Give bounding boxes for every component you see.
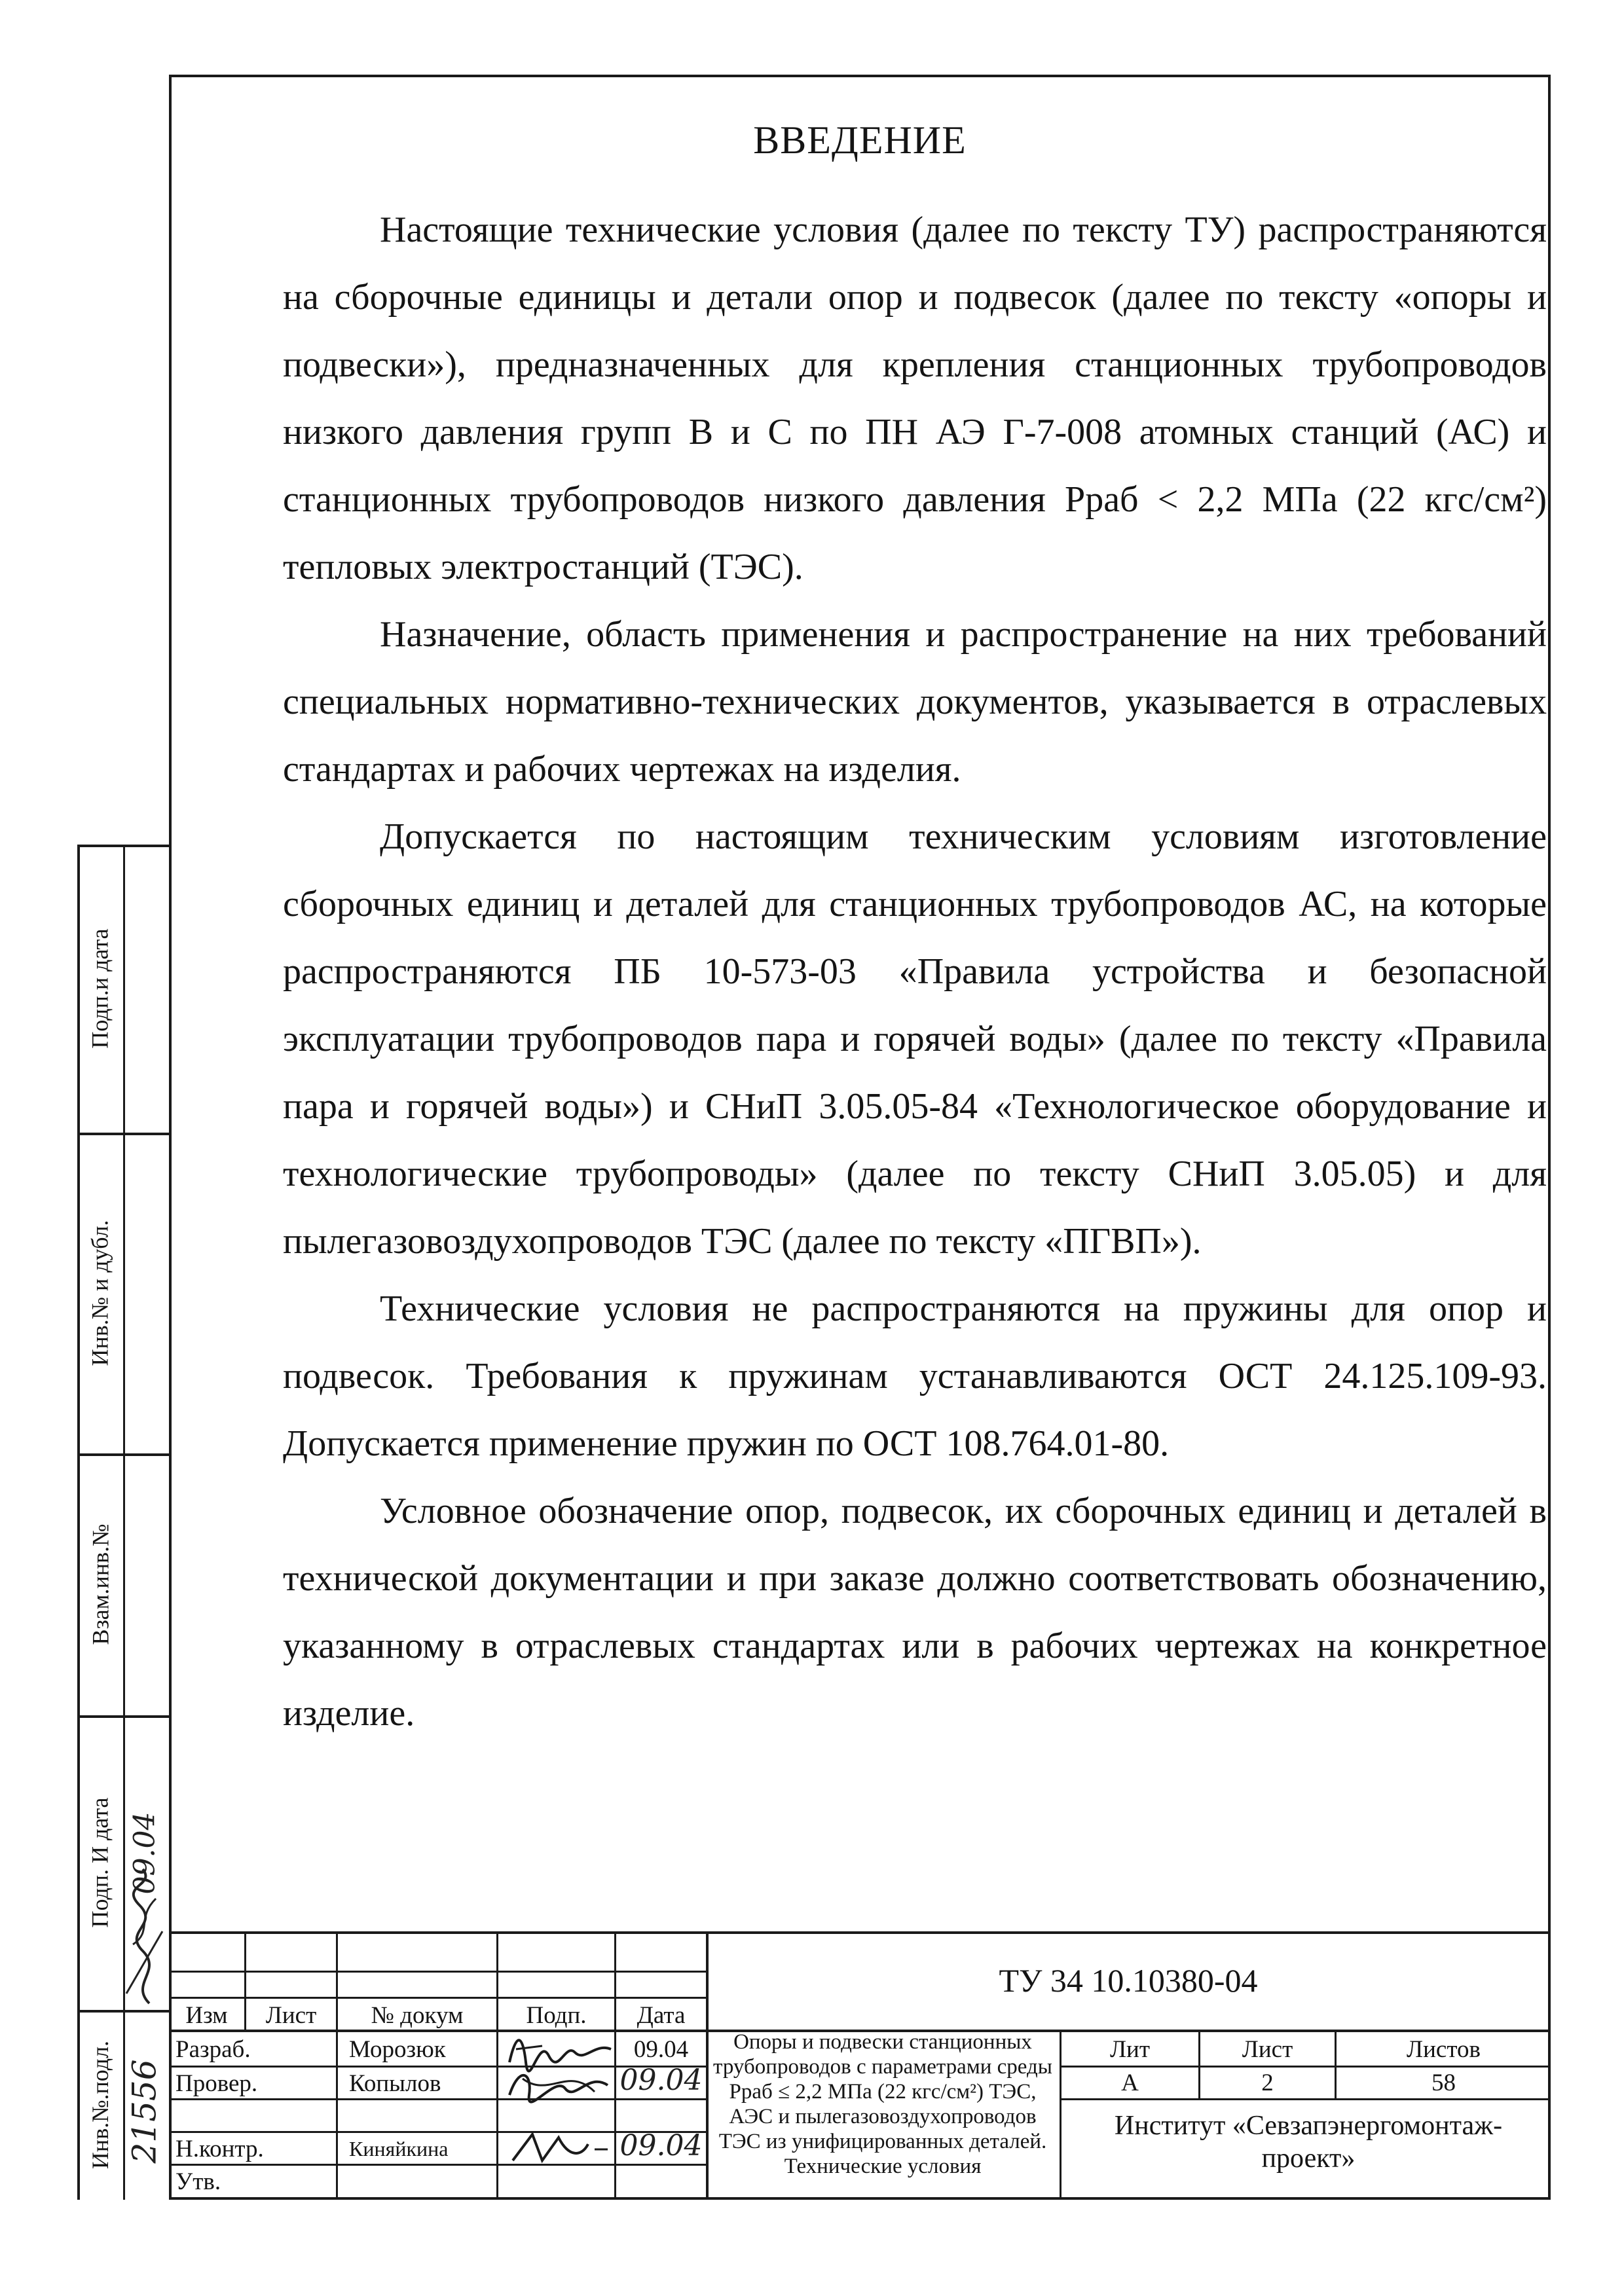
sheet-label: Лист	[1242, 2036, 1293, 2063]
row-date-normcontrol: 09.04	[619, 2129, 703, 2162]
document-code: ТУ 34 10.10380-04	[999, 1962, 1258, 1999]
row-role-developer: Разраб.	[175, 2036, 251, 2063]
col-header-sign: Подп.	[526, 2002, 587, 2029]
col-header-list: Лист	[265, 2002, 317, 2029]
sidebar-label-replace-inv: Взам.инв.№	[87, 1523, 113, 1645]
row-name-developer: Морозюк	[349, 2036, 446, 2063]
lit-label: Лит	[1109, 2036, 1151, 2063]
col-header-doc-num: № докум	[371, 2002, 464, 2029]
paragraph-1: Настоящие технические условия (далее по тексту ТУ) распространяются на сборочные единицы и детали опор и подвесок (далее по тексту «опоры и подвески»), предназначенных для крепления станционных трубопроводов низкого давления групп В и С по ПН АЭ Г-7-008 атомных станций (АС) и станционных трубопроводов низкого давления Pраб < 2,2 МПа (22 кгс/см²) тепловых электростанций (ТЭС).	[283, 210, 1547, 587]
paragraph-5: Условное обозначение опор, подвесок, их сборочных единиц и деталей в технической документации и при заказе должно соответствовать обозначению, указанному в отраслевых стандартах или в рабочих чертежах на конкретное изделие.	[283, 1491, 1547, 1734]
row-date-developer: 09.04	[633, 2036, 689, 2063]
title-block	[169, 1931, 1551, 2200]
signature-developer	[503, 2030, 614, 2069]
row-role-checker: Провер.	[175, 2070, 258, 2097]
col-header-date: Дата	[637, 2002, 686, 2029]
lit-value: А	[1121, 2069, 1139, 2096]
sheets-total: 58	[1431, 2069, 1456, 2096]
row-name-normcontrol: Киняйкина	[349, 2137, 449, 2160]
row-role-normcontrol: Н.контр.	[175, 2136, 264, 2162]
signature-normcontrol	[503, 2131, 614, 2167]
signature-checker	[503, 2066, 614, 2102]
document-description: Опоры и подвески станционных трубопроводов с параметрами среды Рраб ≤ 2,2 МПа (22 кгс/см²) ТЭС, АЭС и пылегазовоздухопроводов ТЭС из унифицированных деталей. Технические условия	[713, 2030, 1052, 2178]
sidebar-label-sign-date-2: Подп. И дата	[87, 1797, 113, 1928]
sidebar-label-sign-date: Подп.и дата	[87, 928, 114, 1049]
paragraph-4: Технические условия не распространяются на пружины для опор и подвесок. Требования к пружинам устанавливаются ОСТ 24.125.109-93. Допускается применение пружин по ОСТ 108.764.01-80.	[283, 1288, 1547, 1464]
page-title: ВВЕДЕНИЕ	[753, 118, 967, 162]
sidebar-label-orig-inv: Инв.№.подл.	[87, 2040, 113, 2170]
document-body	[283, 196, 1547, 1747]
sidebar-label-dup-inv: Инв.№ и дубл.	[87, 1220, 114, 1366]
sidebar-handwritten-date: 09.04	[128, 1812, 162, 1894]
row-date-checker: 09.04	[619, 2064, 703, 2097]
sheet-number: 2	[1261, 2069, 1274, 2096]
inventory-number: 21556	[126, 2059, 164, 2164]
sheets-label: Листов	[1407, 2036, 1481, 2063]
margin-stamp	[77, 845, 169, 2200]
paragraph-3: Допускается по настоящим техническим условиям изготовление сборочных единиц и деталей для станционных трубопроводов АС, на которые распространяются ПБ 10-573-03 «Правила устройства и безопасной эксплуатации трубопроводов пара и горячей воды» (далее по тексту «Правила пара и горячей воды») и СНиП 3.05.05-84 «Технологическое оборудование и технологические трубопроводы» (далее по тексту СНиП 3.05.05) и для пылегазовоздухопроводов ТЭС (далее по тексту «ПГВП»).	[283, 816, 1547, 1262]
row-role-approved: Утв.	[175, 2168, 221, 2195]
row-name-checker: Копылов	[349, 2070, 441, 2097]
organization-name: Институт «Севзапэнергомонтаж-проект»	[1114, 2111, 1503, 2174]
paragraph-2: Назначение, область применения и распространение на них требований специальных нормативно-технических документов, указывается в отраслевых стандартах и рабочих чертежах на изделия.	[283, 614, 1547, 790]
col-header-izm: Изм	[185, 2002, 228, 2029]
